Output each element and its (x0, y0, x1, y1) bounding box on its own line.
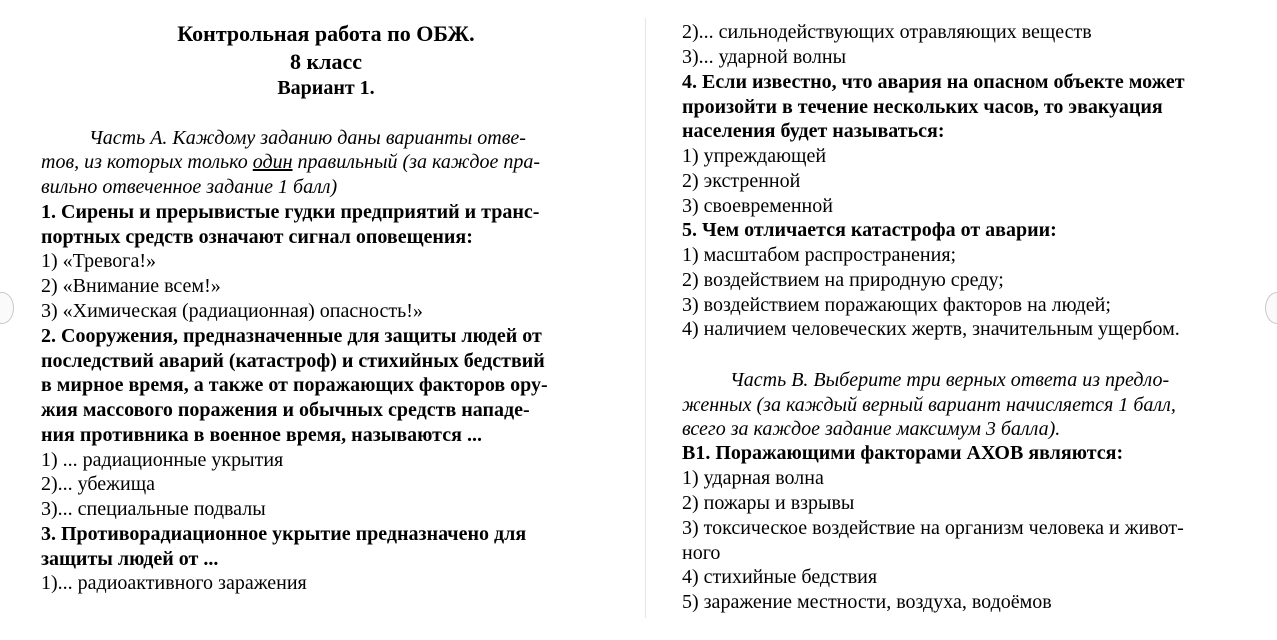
part-a-intro-line-2: тов, из которых только один правильный (за каждое пра- (41, 151, 541, 173)
page-nav-right-handle[interactable] (1265, 292, 1277, 324)
document-title: Контрольная работа по ОБЖ. (177, 21, 475, 46)
part-a-intro-line-3: вильно отвеченное задание 1 балл) (41, 176, 338, 198)
page-nav-left-handle[interactable] (0, 292, 14, 324)
question-1-text-2: портных средств означают сигнал оповещения: (41, 226, 473, 248)
question-3-text-1: 3. Противорадиационное укрытие предназначено для (41, 523, 527, 545)
emphasis-one: один (252, 151, 293, 173)
question-4-option-2: 2) экстренной (682, 170, 801, 192)
question-3-option-2: 2)... сильнодействующих отравляющих веществ (682, 21, 1092, 43)
question-5-text-1: 5. Чем отличается катастрофа от аварии: (682, 219, 1057, 241)
question-b1-option-2: 2) пожары и взрывы (682, 492, 855, 514)
part-a-intro-line-1: Часть А. Каждому заданию даны варианты отве- (89, 127, 526, 149)
question-4-text-3: населения будет называться: (682, 120, 945, 142)
part-b-intro-line-2: женных (за каждый верный вариант начисляется 1 балл, (682, 394, 1176, 416)
question-2-text-4: жия массового поражения и обычных средств нападе- (41, 399, 530, 421)
question-5-option-3: 3) воздействием поражающих факторов на людей; (682, 294, 1111, 316)
question-b1-option-5: 5) заражение местности, воздуха, водоёмов (682, 591, 1052, 613)
question-3-option-3: 3)... ударной волны (682, 46, 847, 68)
question-4-text-2: произойти в течение нескольких часов, то эвакуация (682, 96, 1163, 118)
question-1-option-1: 1) «Тревога!» (41, 250, 157, 272)
question-2-text-5: ния противника в военное время, называются ... (41, 424, 482, 446)
question-2-text-2: последствий аварий (катастроф) и стихийных бедствий (41, 350, 545, 372)
question-2-option-2: 2)... убежища (41, 473, 155, 495)
part-b-intro-line-3: всего за каждое задание максимум 3 балла). (682, 418, 1061, 440)
part-b-intro-line-1: Часть В. Выберите три верных ответа из предло- (730, 369, 1170, 391)
question-1-option-2: 2) «Внимание всем!» (41, 275, 221, 297)
grade-label: 8 класс (289, 49, 363, 74)
question-2-option-1: 1) ... радиационные укрытия (41, 449, 284, 471)
question-b1-option-4: 4) стихийные бедствия (682, 566, 878, 588)
question-b1-option-3: 3) токсическое воздействие на организм человека и живот- (682, 517, 1184, 539)
question-b1-option-1: 1) ударная волна (682, 467, 824, 489)
question-2-option-3: 3)... специальные подвалы (41, 498, 266, 520)
question-b1-text: В1. Поражающими факторами АХОВ являются: (682, 442, 1124, 464)
variant-label: Вариант 1. (277, 77, 375, 99)
question-5-option-2: 2) воздействием на природную среду; (682, 269, 1004, 291)
question-b1-option-3-cont: ного (682, 542, 721, 564)
question-2-text-1: 2. Сооружения, предназначенные для защиты людей от (41, 325, 542, 347)
column-divider (645, 18, 646, 618)
question-2-text-3: в мирное время, а также от поражающих факторов ору- (41, 374, 548, 396)
question-4-option-1: 1) упреждающей (682, 145, 827, 167)
question-3-text-2: защиты людей от ... (41, 548, 219, 570)
question-5-option-1: 1) масштабом распространения; (682, 244, 957, 266)
question-1-text-1: 1. Сирены и прерывистые гудки предприятий и транс- (41, 201, 540, 223)
question-4-option-3: 3) своевременной (682, 195, 833, 217)
question-4-text-1: 4. Если известно, что авария на опасном объекте может (682, 71, 1185, 93)
question-1-option-3: 3) «Химическая (радиационная) опасность!» (41, 300, 423, 322)
question-3-option-1: 1)... радиоактивного заражения (41, 572, 307, 594)
question-5-option-4: 4) наличием человеческих жертв, значительным ущербом. (682, 318, 1180, 340)
